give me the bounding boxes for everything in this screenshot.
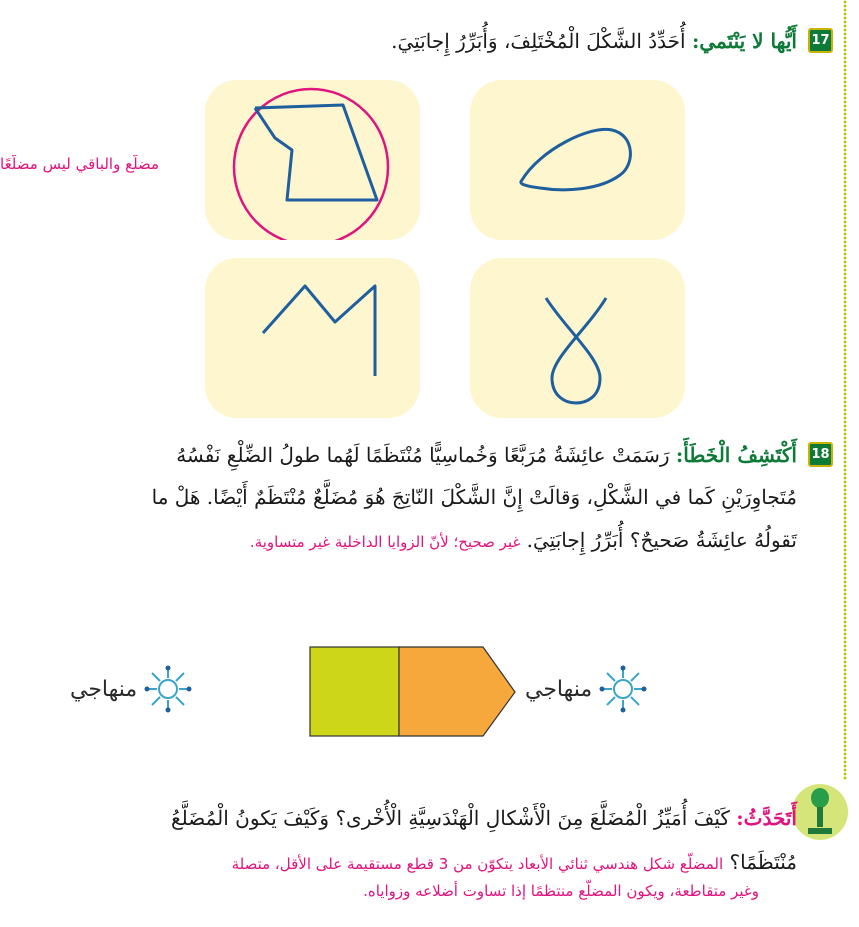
logo-right: [525, 664, 648, 714]
pentagon-shape: [399, 647, 515, 736]
talk-line-2: [232, 850, 797, 874]
question-17-label: أَيُّها لا يَنْتَمي:: [691, 29, 797, 53]
talk-label: أَتَحَدَّثُ:: [736, 806, 797, 830]
talk-answer-2: وغير متقاطعة، ويكون المضلّع منتظمًا إذا تساوت أضلاعه وزواياه.: [363, 882, 759, 900]
logo-left: [70, 664, 193, 714]
closed-curve-shape: [470, 80, 685, 240]
shape-card-closed-curve: [470, 80, 685, 240]
talk-line-1: [171, 806, 797, 830]
question-18-number: 18: [808, 442, 833, 467]
square-pentagon-figure: [300, 628, 550, 758]
polygon-shape: [205, 80, 420, 240]
shape-card-loop-curve: [470, 258, 685, 418]
square-shape: [310, 647, 399, 736]
question-18-line-2: مُتَجاوِرَيْنِ كَما في الشَّكْلِ، وَقالَتْ إِنَّ الشَّكْلَ النّاتِجَ هُوَ مُضَلَّعٌ مُنْتَظَمٌ أَيْضًا. هَلْ ما: [151, 485, 797, 509]
talk-text-2: مُنْتَظَمًا؟: [729, 850, 797, 874]
talk-text-1: كَيْفَ أُمَيِّزُ الْمُضَلَّعَ مِنَ الْأَشْكالِ الْهَنْدَسِيَّةِ الْأُخْرى؟ وَكَيْفَ يَكونُ الْمُضَلَّعُ: [171, 806, 730, 830]
shape-card-polygon: [205, 80, 420, 240]
logo-left-text: منهاجي: [70, 676, 138, 702]
talk-answer-1: المضلّع شكل هندسي ثنائي الأبعاد يتكوّن من 3 قطع مستقيمة على الأقل، متصلة: [231, 855, 724, 873]
question-17-answer-note: مضلّع والباقي ليس مضلّعًا: [0, 155, 160, 173]
question-18-line-3: [250, 528, 797, 552]
question-17-number: 17: [808, 28, 833, 53]
question-17-body: أُحَدِّدُ الشَّكْلَ الْمُخْتَلِفَ، وَأُبَرِّرُ إِجابَتِيَ.: [391, 29, 686, 53]
question-18-line-1: [176, 443, 797, 467]
loop-curve-shape: [470, 258, 685, 418]
logo-right-text: منهاجي: [525, 676, 593, 702]
question-18-answer: غير صحيح؛ لأنّ الزوايا الداخلية غير متساوية.: [249, 533, 521, 551]
question-18-text-1: رَسَمَتْ عائِشَةُ مُرَبَّعًا وَخُماسِيًّا مُنْتَظَمًا لَهُما طولُ الضِّلْعِ نَفْسُهُ: [176, 443, 670, 467]
margin-dotted-line: [843, 0, 847, 780]
shape-card-open-polyline: [205, 258, 420, 418]
manhaji-logo-icon: [143, 664, 193, 714]
open-polyline-shape: [205, 258, 420, 418]
manhaji-logo-icon: [598, 664, 648, 714]
question-18-label: أَكْتَشِفُ الْخَطَأَ:: [675, 443, 797, 467]
microphone-icon: [790, 780, 850, 842]
question-18-text-3: تَقولُهُ عائِشَةُ صَحيحٌ؟ أُبَرِّرُ إِجابَتِيَ.: [526, 528, 797, 552]
question-17-text: [391, 29, 797, 53]
